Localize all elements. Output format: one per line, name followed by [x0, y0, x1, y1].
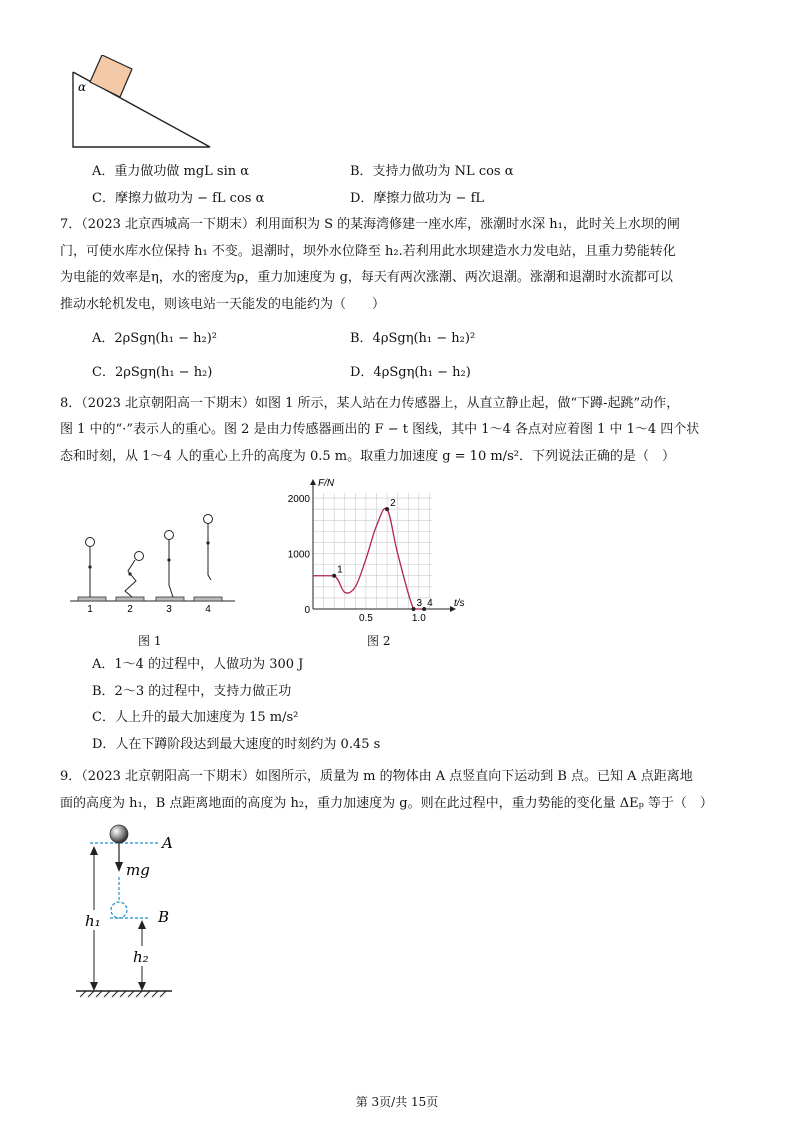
angle-label: α: [78, 80, 87, 94]
q9-line-1: 9．（2023 北京朝阳高一下期末）如图所示，质量为 m 的物体由 A 点竖直向下运动到 B 点。已知 A 点距离地: [60, 769, 693, 784]
point-b-label: B: [158, 908, 170, 926]
ball-position-b: [111, 902, 127, 918]
x-axis-label: t/s: [454, 598, 465, 609]
q7-option-b: B．4ρSgη(h₁ − h₂)²: [350, 331, 476, 346]
state-point-3: [412, 607, 416, 611]
q8-line-1: 8．（2023 北京朝阳高一下期末）如图 1 所示，某人站在力传感器上，从直立静止起，做“下蹲-起跳”动作，: [60, 396, 680, 411]
sensor-plate-4: [194, 597, 222, 601]
q7-line-4: 推动水轮机发电，则该电站一天能发的电能约为（ ）: [60, 297, 386, 312]
q7-option-c: C．2ρSgη(h₁ − h₂): [92, 365, 213, 380]
h1-arrow-head-bottom: [90, 982, 98, 991]
ball: [110, 825, 128, 843]
force-curve: [313, 508, 424, 609]
q6-option-a: A．重力做功做 mgL sin α: [92, 164, 250, 179]
y-tick-label: 1000: [287, 549, 310, 561]
y-axis-label: F/N: [318, 478, 335, 489]
q7-line-3: 为电能的效率是η，水的密度为ρ，重力加速度为 g，每天有两次涨潮、两次退潮。涨潮和退潮时水流都可以: [60, 270, 673, 285]
q7-line-2: 门，可使水库水位保持 h₁ 不变。退潮时，坝外水位降至 h₂.若利用此水坝建造水力发电站，且重力势能转化: [60, 244, 676, 259]
q9-fall-diagram: [70, 822, 200, 1002]
q6-option-b: B．支持力做功为 NL cos α: [350, 164, 514, 179]
h1-label: h₁: [85, 912, 101, 930]
state-point-label-3: 3: [416, 598, 423, 609]
state-point-label-1: 1: [337, 564, 343, 576]
block: [90, 55, 132, 97]
h1-arrow-head-top: [90, 846, 98, 855]
q6-option-d: D．摩擦力做功为 − fL: [350, 191, 485, 206]
y-tick-label: 0: [304, 605, 310, 616]
person-1-standing: [86, 538, 95, 598]
figure-1-stick-figures: [70, 505, 240, 615]
figure-1-caption: 图 1: [138, 634, 162, 648]
q7-option-d: D．4ρSgη(h₁ − h₂): [350, 365, 471, 380]
q8-line-2: 图 1 中的“·”表示人的重心。图 2 是由力传感器画出的 F − t 图线，其中 1～4 各点对应着图 1 中 1～4 四个状: [60, 422, 700, 437]
q8-option-a: A．1～4 的过程中，人做功为 300 J: [92, 657, 304, 672]
fig1-state-label-4: 4: [205, 604, 211, 615]
person-4-airborne: [204, 515, 213, 581]
state-point-2: [385, 507, 389, 511]
q8-line-3: 态和时刻，从 1～4 人的重心上升的高度为 0.5 m。取重力加速度 g = 10 m/s²．下列说法正确的是（ ）: [60, 449, 675, 464]
x-tick-label: 0.5: [358, 613, 373, 623]
fig1-state-label-1: 1: [87, 604, 93, 615]
q8-option-d: D．人在下蹲阶段达到最大速度的时刻约为 0.45 s: [92, 737, 381, 752]
point-a-label: A: [162, 834, 173, 852]
figure-2-force-time-chart: [280, 475, 480, 623]
fig1-state-label-3: 3: [166, 604, 172, 615]
state-point-1: [332, 574, 336, 578]
h2-arrow-head-top: [138, 920, 146, 929]
state-point-4: [422, 607, 426, 611]
person-2-crouched: [125, 552, 144, 598]
q9-line-2: 面的高度为 h₁，B 点距离地面的高度为 h₂，重力加速度为 g。则在此过程中，重力势能的变化量 ΔEₚ 等于（ ）: [60, 796, 713, 811]
y-axis-arrow: [310, 479, 316, 485]
q6-option-c: C．摩擦力做功为 − fL cos α: [92, 191, 265, 206]
mg-label: mg: [126, 861, 150, 879]
page-footer: 第 3页/共 15页: [355, 1095, 439, 1109]
fig1-state-label-2: 2: [127, 604, 133, 615]
q8-option-c: C．人上升的最大加速度为 15 m/s²: [92, 710, 299, 725]
sensor-plate-1: [78, 597, 106, 601]
y-tick-label: 2000: [287, 494, 310, 506]
ground-hatching: [80, 991, 166, 997]
figure-2-caption: 图 2: [367, 634, 391, 648]
h2-label: h₂: [133, 948, 149, 966]
q7-line-1: 7．（2023 北京西城高一下期末）利用面积为 S 的某海湾修建一座水库，涨潮时水深 h₁，此时关上水坝的闸: [60, 217, 680, 232]
state-point-label-4: 4: [427, 598, 433, 609]
sensor-plate-2: [116, 597, 144, 601]
sensor-plate-3: [156, 597, 184, 601]
person-3-rising: [165, 531, 174, 598]
incline-figure: [60, 55, 220, 150]
h2-arrow-head-bottom: [138, 982, 146, 991]
state-point-label-2: 2: [390, 498, 396, 510]
q7-option-a: A．2ρSgη(h₁ − h₂)²: [92, 331, 217, 346]
x-tick-label: 1.0: [411, 613, 426, 623]
mg-arrow-head: [115, 862, 123, 872]
q8-option-b: B．2～3 的过程中，支持力做正功: [92, 684, 292, 699]
